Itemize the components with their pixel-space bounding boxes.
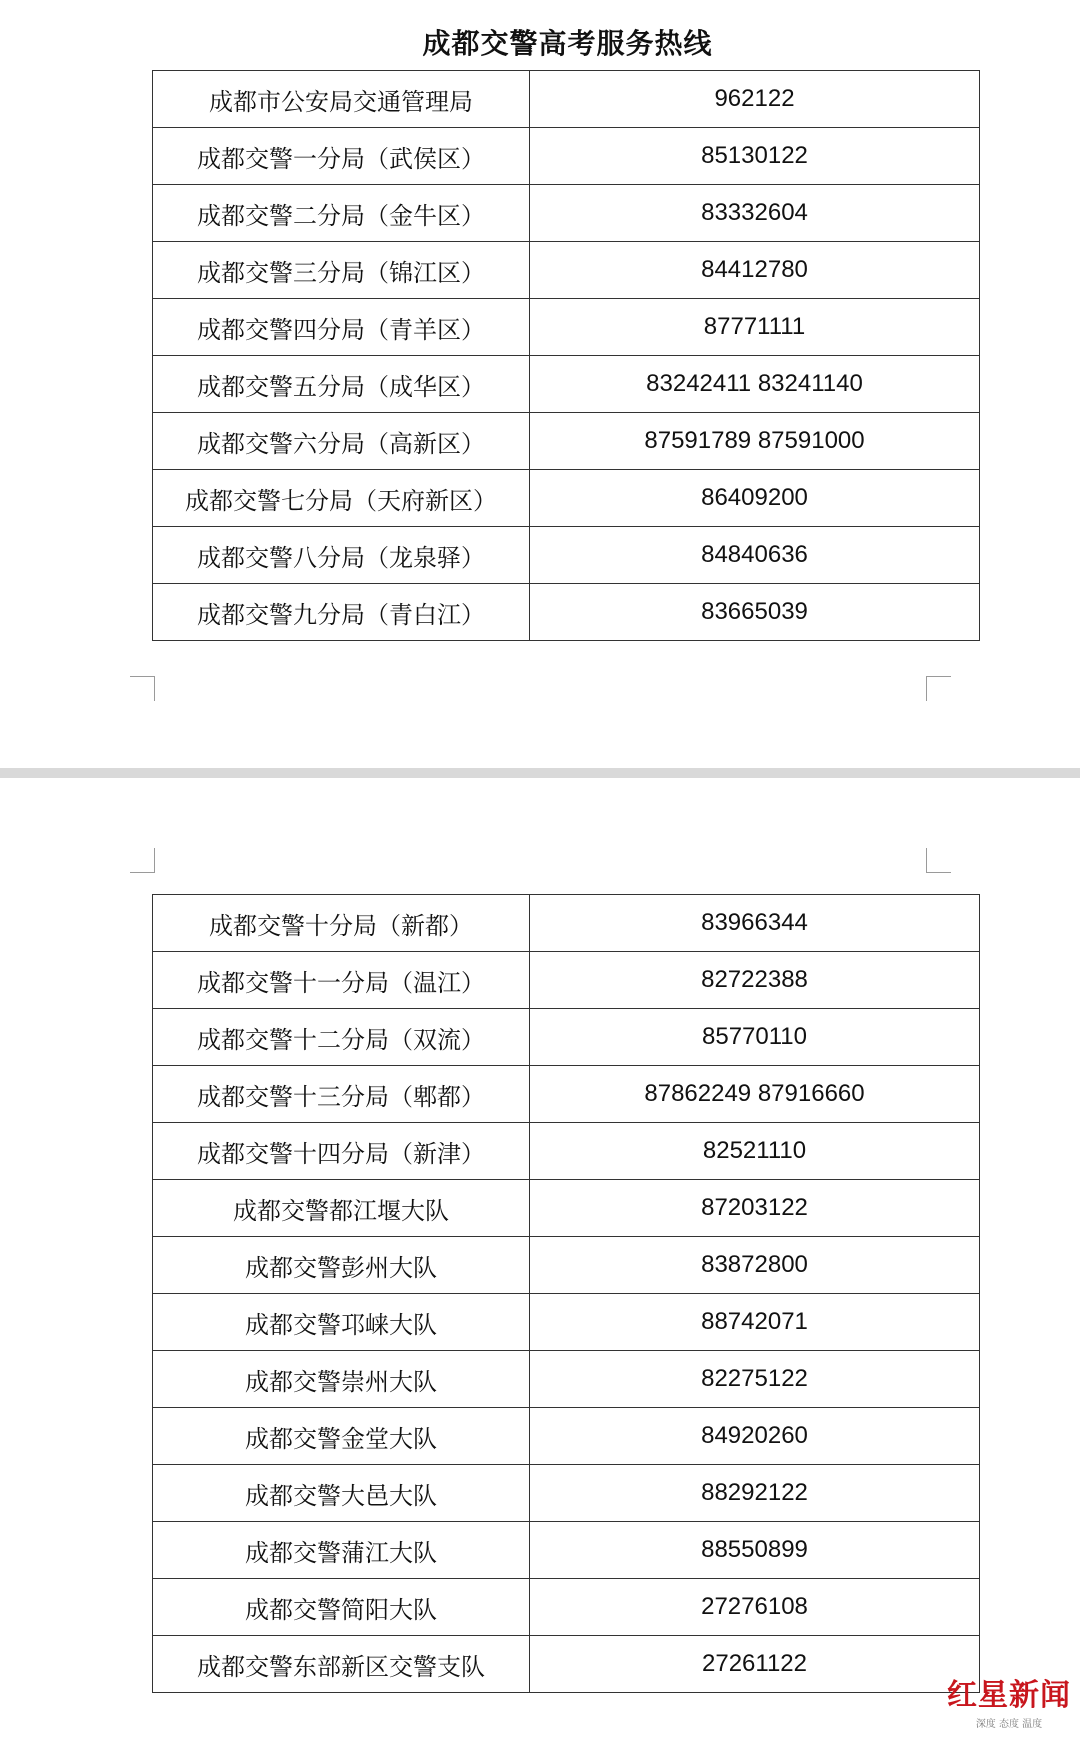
phone-cell: 85770110 <box>530 1009 980 1066</box>
phone-cell: 87591789 87591000 <box>530 413 980 470</box>
table-row <box>153 413 980 470</box>
crop-mark-left <box>130 848 155 873</box>
table-row <box>153 356 980 413</box>
table-row <box>153 584 980 641</box>
crop-mark-left <box>130 676 155 701</box>
phone-cell: 87771111 <box>530 299 980 356</box>
phone-cell: 88550899 <box>530 1522 980 1579</box>
table-row <box>153 1180 980 1237</box>
table-row <box>153 1123 980 1180</box>
table-row <box>153 1237 980 1294</box>
table-row <box>153 1522 980 1579</box>
table-row <box>153 527 980 584</box>
phone-cell: 82722388 <box>530 952 980 1009</box>
phone-cell: 85130122 <box>530 128 980 185</box>
crop-mark-right <box>926 676 951 701</box>
phone-cell: 27276108 <box>530 1579 980 1636</box>
hotline-table-bottom-body <box>153 895 980 1693</box>
phone-cell: 84412780 <box>530 242 980 299</box>
table-row <box>153 952 980 1009</box>
table-row <box>153 470 980 527</box>
unit-cell: 成都交警七分局（天府新区） <box>153 470 530 527</box>
news-logo-watermark <box>944 1680 1074 1732</box>
document-page-1 <box>0 0 1080 768</box>
phone-cell: 83872800 <box>530 1237 980 1294</box>
table-row <box>153 1408 980 1465</box>
table-row <box>153 1636 980 1693</box>
hotline-table-top-body <box>153 71 980 641</box>
unit-cell: 成都交警二分局（金牛区） <box>153 185 530 242</box>
unit-cell: 成都交警一分局（武侯区） <box>153 128 530 185</box>
table-row <box>153 1009 980 1066</box>
unit-cell: 成都交警邛崃大队 <box>153 1294 530 1351</box>
table-row <box>153 1066 980 1123</box>
table-row <box>153 1579 980 1636</box>
table-row <box>153 1465 980 1522</box>
phone-cell: 87203122 <box>530 1180 980 1237</box>
unit-cell: 成都交警八分局（龙泉驿） <box>153 527 530 584</box>
table-row <box>153 71 980 128</box>
page-title: 成都交警高考服务热线 <box>422 27 713 60</box>
hotline-table-top <box>152 70 980 641</box>
table-row <box>153 1351 980 1408</box>
table-row <box>153 299 980 356</box>
phone-cell: 83665039 <box>530 584 980 641</box>
unit-cell: 成都交警十二分局（双流） <box>153 1009 530 1066</box>
phone-cell: 82521110 <box>530 1123 980 1180</box>
hotline-table-bottom <box>152 894 980 1693</box>
unit-cell: 成都交警十一分局（温江） <box>153 952 530 1009</box>
phone-cell: 83332604 <box>530 185 980 242</box>
unit-cell: 成都交警彭州大队 <box>153 1237 530 1294</box>
phone-cell: 82275122 <box>530 1351 980 1408</box>
unit-cell: 成都交警五分局（成华区） <box>153 356 530 413</box>
unit-cell: 成都交警十三分局（郫都） <box>153 1066 530 1123</box>
unit-cell: 成都交警东部新区交警支队 <box>153 1636 530 1693</box>
unit-cell: 成都交警简阳大队 <box>153 1579 530 1636</box>
unit-cell: 成都交警蒲江大队 <box>153 1522 530 1579</box>
unit-cell: 成都交警大邑大队 <box>153 1465 530 1522</box>
phone-cell: 83242411 83241140 <box>530 356 980 413</box>
phone-cell: 88292122 <box>530 1465 980 1522</box>
phone-cell: 962122 <box>530 71 980 128</box>
phone-cell: 88742071 <box>530 1294 980 1351</box>
phone-cell: 87862249 87916660 <box>530 1066 980 1123</box>
unit-cell: 成都交警金堂大队 <box>153 1408 530 1465</box>
phone-cell: 83966344 <box>530 895 980 952</box>
unit-cell: 成都交警崇州大队 <box>153 1351 530 1408</box>
unit-cell: 成都交警三分局（锦江区） <box>153 242 530 299</box>
unit-cell: 成都交警都江堰大队 <box>153 1180 530 1237</box>
unit-cell: 成都交警九分局（青白江） <box>153 584 530 641</box>
crop-mark-right <box>926 848 951 873</box>
table-row <box>153 895 980 952</box>
watermark-slogan: 深度 态度 温度 <box>975 1719 1043 1730</box>
phone-cell: 84920260 <box>530 1408 980 1465</box>
table-row <box>153 1294 980 1351</box>
unit-cell: 成都交警六分局（高新区） <box>153 413 530 470</box>
page-separator <box>0 768 1080 778</box>
phone-cell: 27261122 <box>530 1636 980 1693</box>
unit-cell: 成都交警十分局（新都） <box>153 895 530 952</box>
unit-cell: 成都市公安局交通管理局 <box>153 71 530 128</box>
phone-cell: 84840636 <box>530 527 980 584</box>
phone-cell: 86409200 <box>530 470 980 527</box>
unit-cell: 成都交警十四分局（新津） <box>153 1123 530 1180</box>
table-row <box>153 128 980 185</box>
watermark-name: 红星新闻 <box>947 1678 1071 1713</box>
table-row <box>153 185 980 242</box>
unit-cell: 成都交警四分局（青羊区） <box>153 299 530 356</box>
table-row <box>153 242 980 299</box>
